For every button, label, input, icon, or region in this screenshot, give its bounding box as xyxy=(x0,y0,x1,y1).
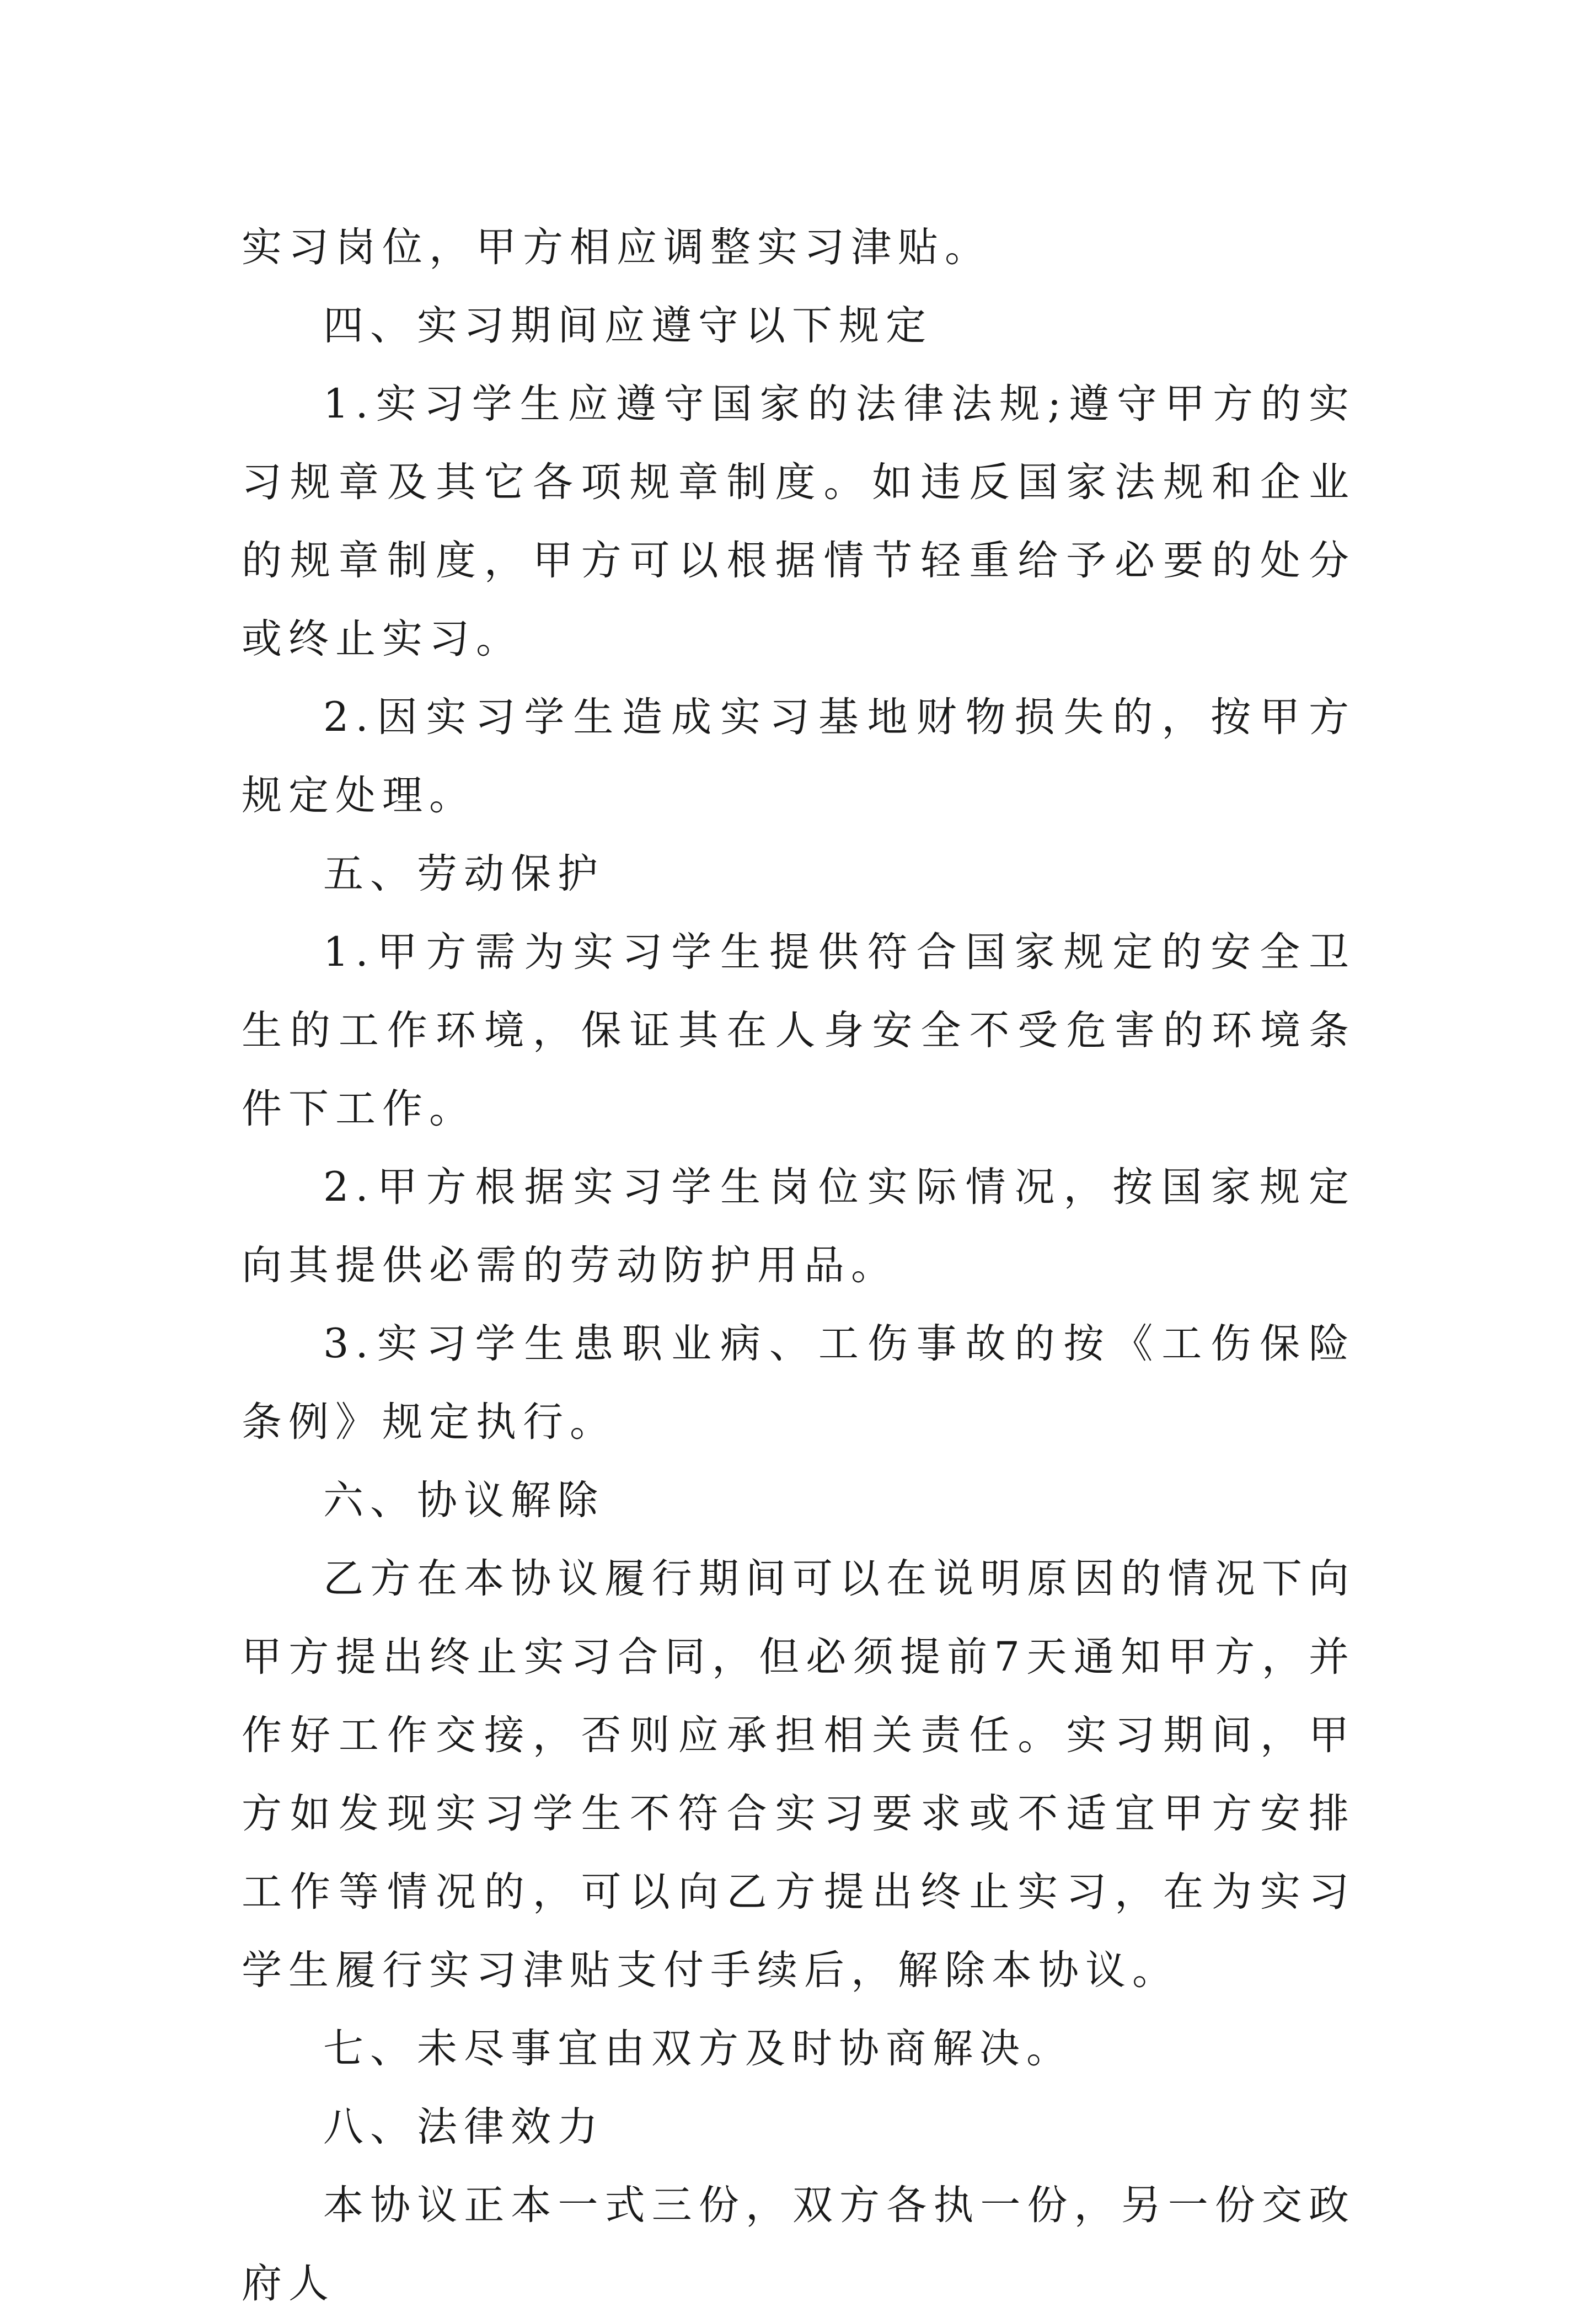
clause-5-2: 2.甲方根据实习学生岗位实际情况，按国家规定向其提供必需的劳动防护用品。 xyxy=(242,1164,1356,1289)
clause-4-2: 2.因实习学生造成实习基地财物损失的，按甲方规定处理。 xyxy=(242,694,1356,819)
document-body xyxy=(242,208,1356,2323)
section-heading-6: 六、协议解除 xyxy=(323,1477,604,1524)
clause-5-3: 3.实习学生患职业病、工伤事故的按《工伤保险条例》规定执行。 xyxy=(242,1320,1356,1446)
clause-5-1: 1.甲方需为实习学生提供符合国家规定的安全卫生的工作环境，保证其在人身安全不受危害的环境条件下工作。 xyxy=(242,929,1356,1132)
clause-6-body: 乙方在本协议履行期间可以在说明原因的情况下向甲方提出终止实习合同，但必须提前7天通知甲方，并作好工作交接，否则应承担相关责任。实习期间，甲方如发现实习学生不符合实习要求或不适宜甲方安排工作等情况的，可以向乙方提出终止实习，在为实习学生履行实习津贴支付手续后，解除本协议。 xyxy=(242,1555,1356,1994)
section-heading-8: 八、法律效力 xyxy=(323,2103,604,2150)
section-heading-7: 七、未尽事宜由双方及时协商解决。 xyxy=(323,2025,1073,2072)
paragraph-continuation: 实习岗位，甲方相应调整实习津贴。 xyxy=(242,224,992,271)
clause-4-1: 1.实习学生应遵守国家的法律法规;遵守甲方的实习规章及其它各项规章制度。如违反国家法规和企业的规章制度，甲方可以根据情节轻重给予必要的处分或终止实习。 xyxy=(242,381,1356,662)
clause-8-body: 本协议正本一式三份，双方各执一份，另一份交政府人 xyxy=(242,2182,1356,2307)
section-heading-5: 五、劳动保护 xyxy=(323,850,604,897)
section-heading-4: 四、实习期间应遵守以下规定 xyxy=(323,302,933,349)
